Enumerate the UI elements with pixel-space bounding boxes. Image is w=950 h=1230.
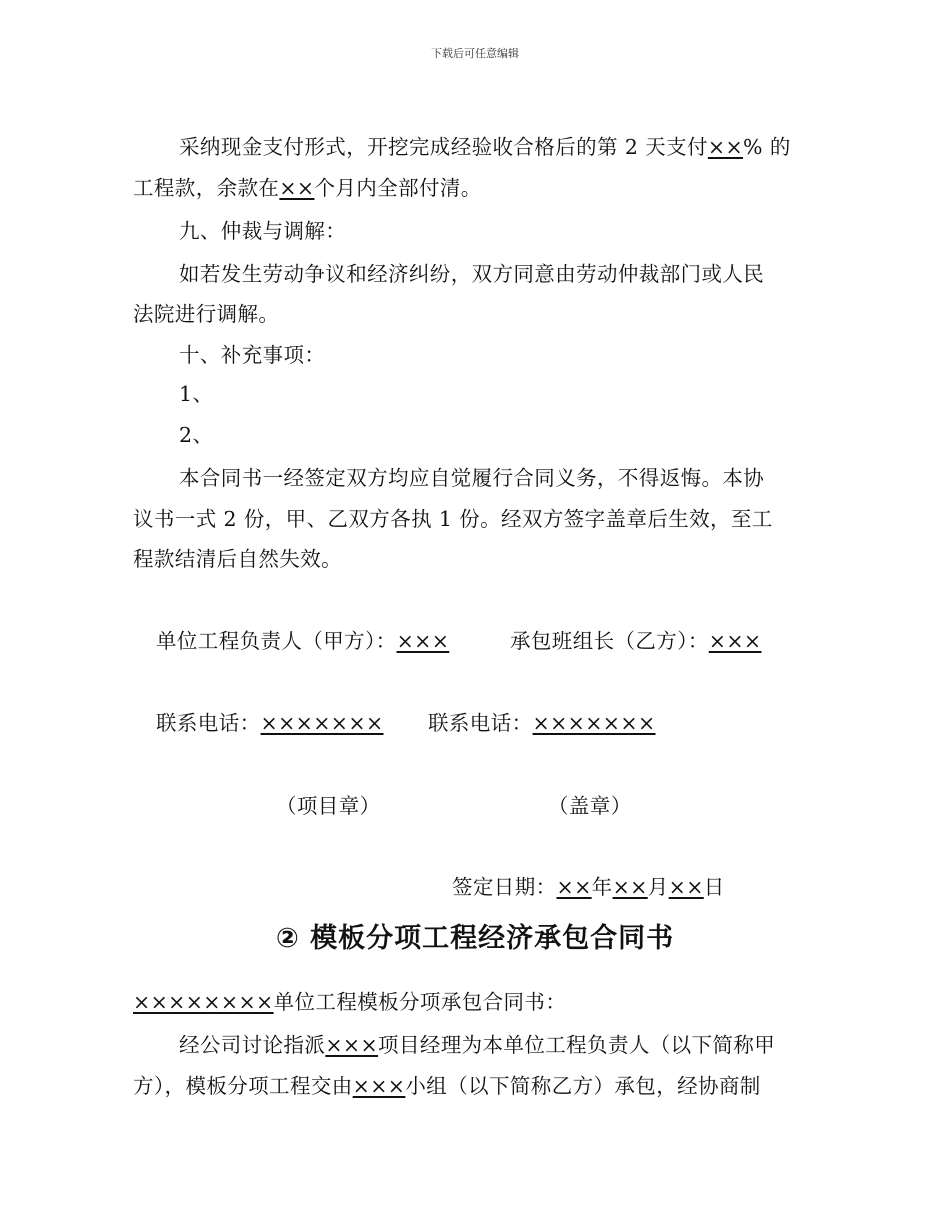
- payment-line-1: 采纳现金支付形式，开挖完成经验收合格后的第 2 天支付××% 的: [179, 135, 791, 159]
- party-b-phone-value: ×××××××: [532, 711, 656, 735]
- unit-name-placeholder: ××××××××: [133, 990, 274, 1014]
- party-a-phone: 联系电话：×××××××: [156, 711, 384, 735]
- team-placeholder: ×××: [352, 1074, 406, 1098]
- section-9-line-2: 法院进行调解。: [133, 302, 280, 326]
- sign-date: 签定日期：××年××月××日: [452, 875, 725, 899]
- closing-line-2: 议书一式 2 份，甲、乙双方各执 1 份。经双方签字盖章后生效，至工: [133, 507, 773, 531]
- section-10-item-1: 1、: [179, 382, 214, 406]
- placeholder-percent: ××: [707, 135, 744, 159]
- closing-line-1: 本合同书一经签定双方均应自觉履行合同义务，不得返悔。本协: [179, 466, 765, 490]
- party-b-signature: 承包班组长（乙方）：×××: [510, 629, 762, 653]
- party-b-value: ×××: [708, 629, 762, 653]
- placeholder-months: ××: [279, 176, 315, 200]
- section-9-line-1: 如若发生劳动争议和经济纠纷，双方同意由劳动仲裁部门或人民: [179, 262, 765, 286]
- project-seal-label: （项目章）: [276, 794, 381, 818]
- contract-2-intro: ××××××××单位工程模板分项承包合同书：: [133, 990, 567, 1014]
- stamp-label: （盖章）: [548, 794, 632, 818]
- page-header-note: 下载后可任意编辑: [431, 47, 519, 60]
- contract-title: ② 模板分项工程经济承包合同书: [275, 923, 675, 954]
- party-a-phone-value: ×××××××: [260, 711, 384, 735]
- section-10-heading: 十、补充事项：: [179, 343, 326, 367]
- contract-2-line-1: 经公司讨论指派×××项目经理为本单位工程负责人（以下简称甲: [179, 1033, 776, 1057]
- payment-line-2: 工程款，余款在××个月内全部付清。: [133, 176, 482, 200]
- manager-placeholder: ×××: [325, 1033, 379, 1057]
- section-9-heading: 九、仲裁与调解：: [179, 219, 347, 243]
- party-a-value: ×××: [396, 629, 450, 653]
- section-10-item-2: 2、: [179, 423, 214, 447]
- party-b-phone: 联系电话：×××××××: [428, 711, 656, 735]
- contract-2-line-2: 方），模板分项工程交由×××小组（以下简称乙方）承包，经协商制: [133, 1074, 761, 1098]
- party-a-signature: 单位工程负责人（甲方）：×××: [156, 629, 450, 653]
- closing-line-3: 程款结清后自然失效。: [133, 547, 342, 571]
